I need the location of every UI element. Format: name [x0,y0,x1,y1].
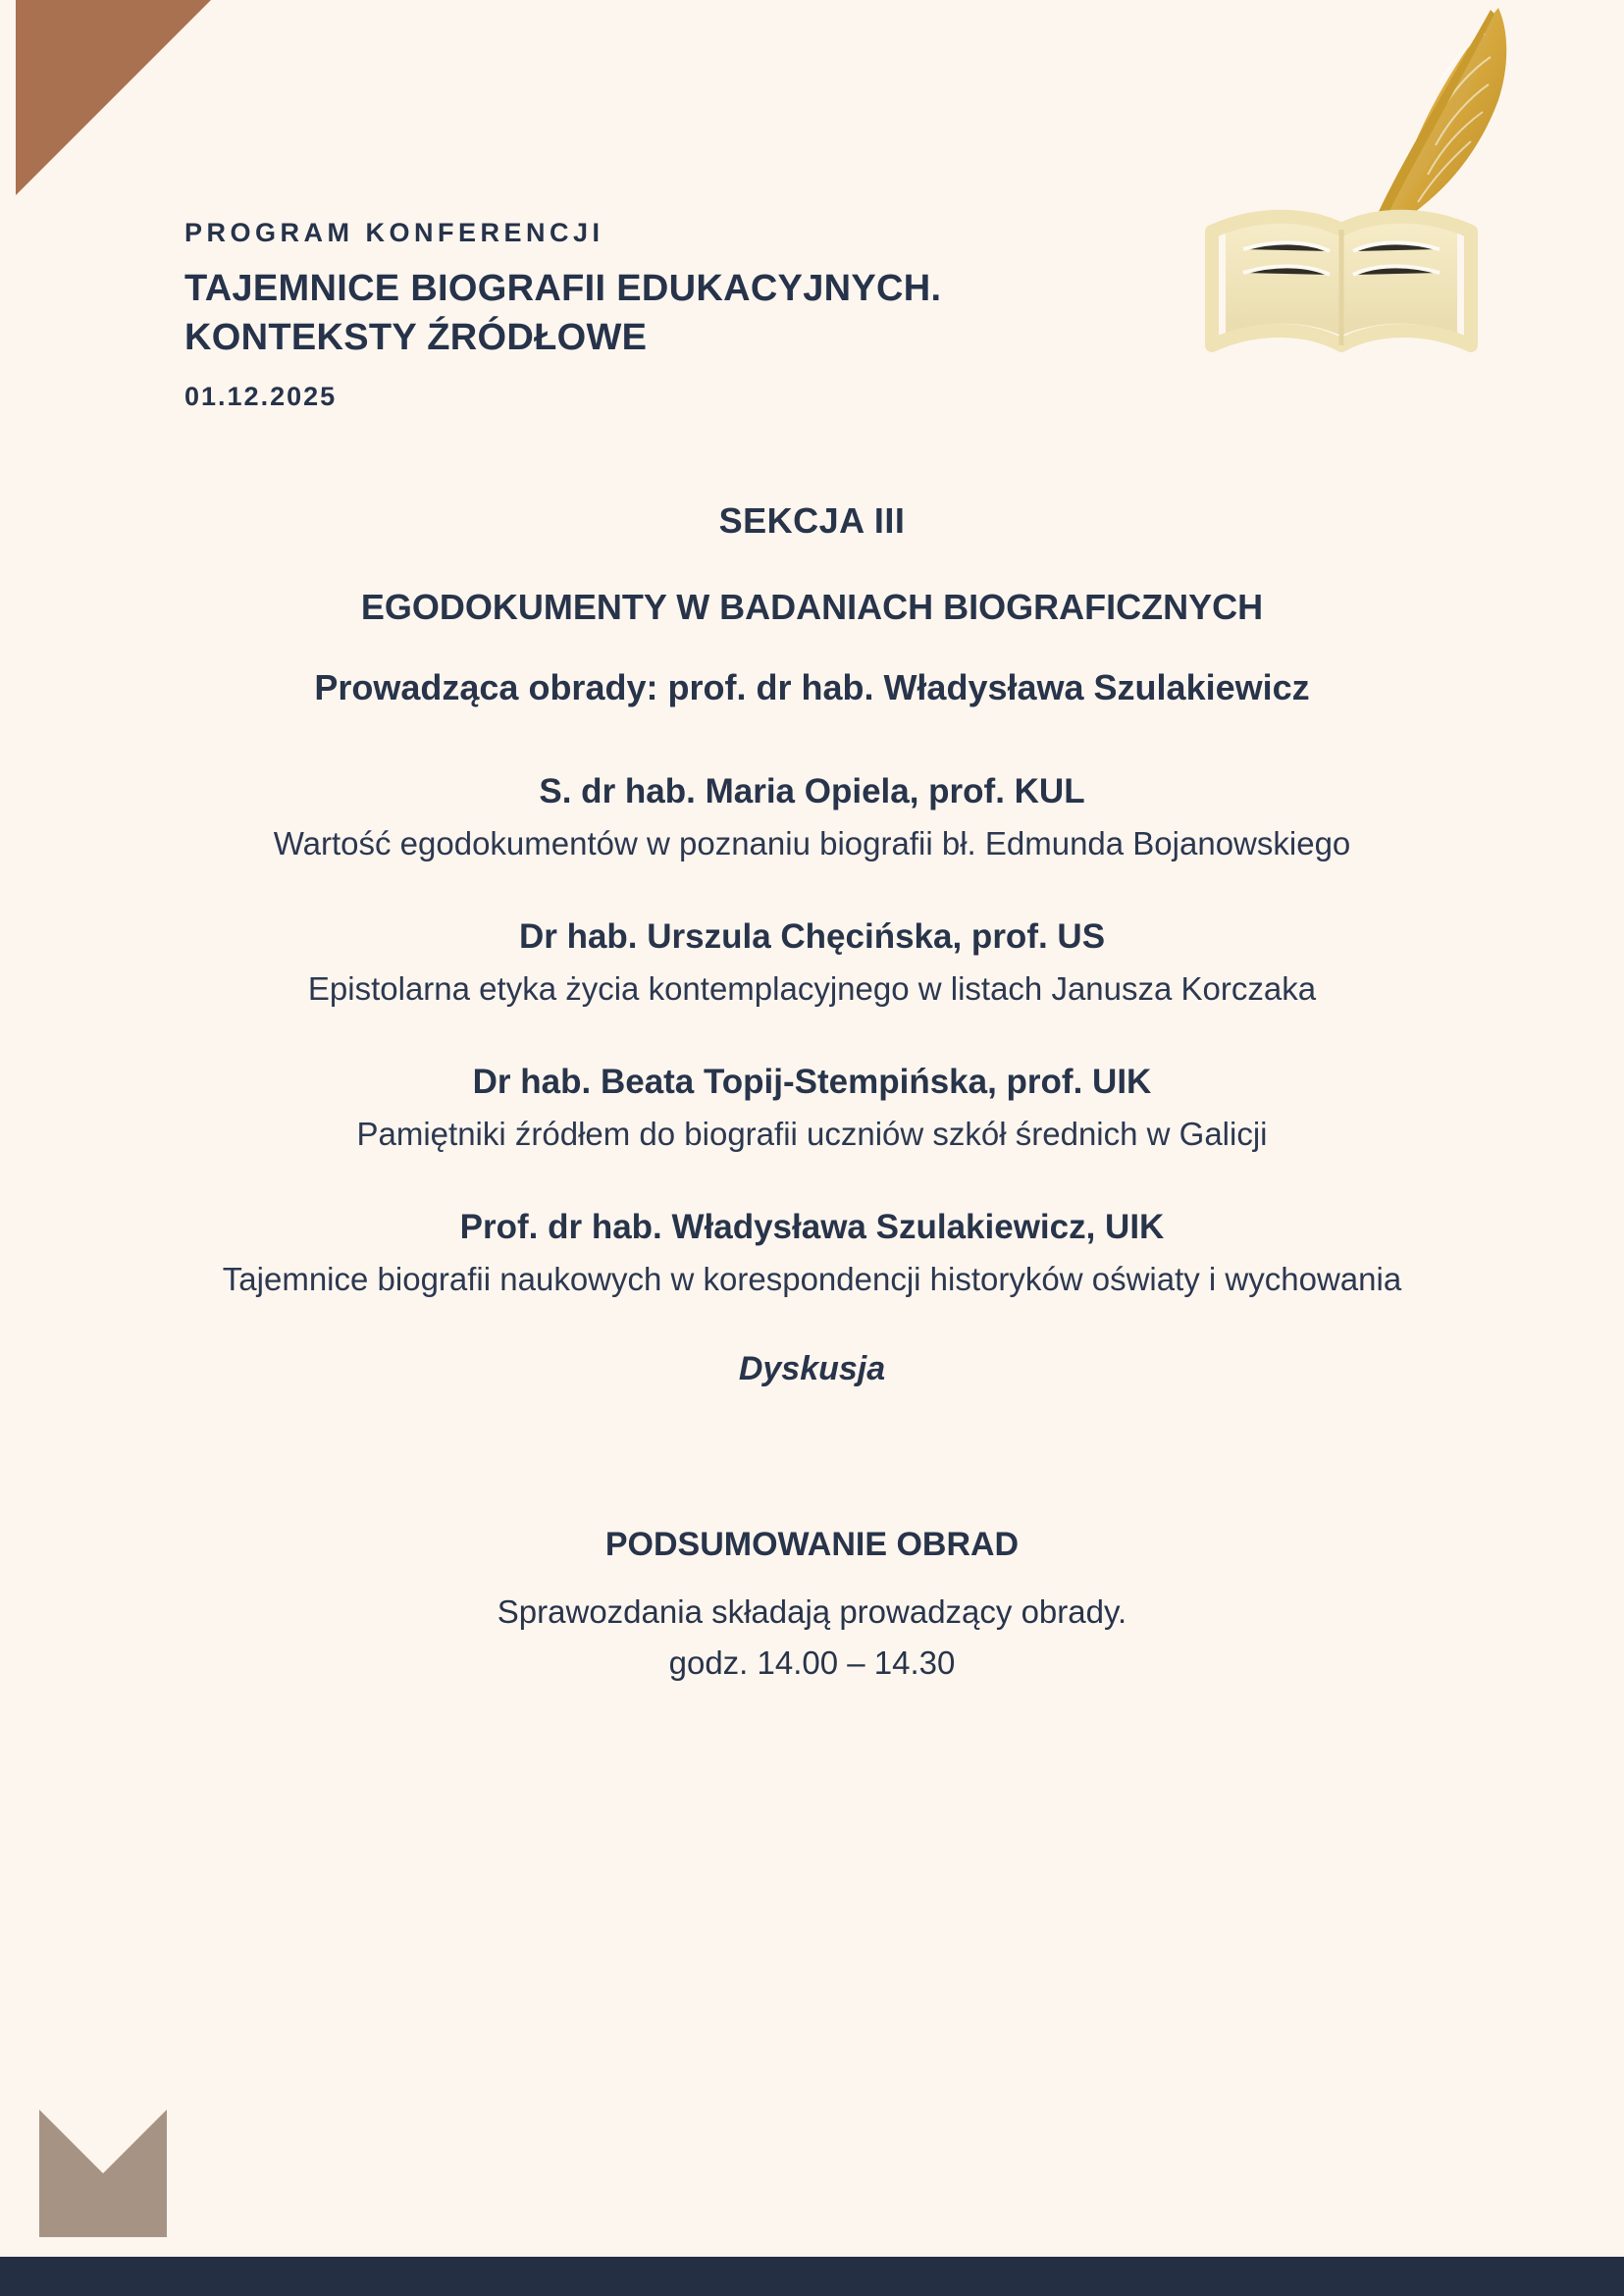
talk-speaker: Dr hab. Urszula Chęcińska, prof. US [518,917,1106,957]
talk-speaker: Prof. dr hab. Władysława Szulakiewicz, UIK [459,1208,1165,1247]
talk-item [0,1060,1624,1156]
conference-date: 01.12.2025 [184,382,338,412]
closing-summary [0,1526,1624,1682]
session-chair: Prowadząca obrady: prof. dr hab. Władysława Szulakiewicz [314,667,1310,707]
program-content [0,500,1624,1682]
talk-speaker: Dr hab. Beata Topij-Stempińska, prof. UIK [472,1063,1152,1102]
decorative-bottom-bar [0,2257,1624,2296]
program-kicker: PROGRAM KONFERENCJI [184,218,604,247]
section-title: EGODOKUMENTY W BADANIACH BIOGRAFICZNYCH [360,587,1264,627]
conference-title: TAJEMNICE BIOGRAFII EDUKACYJNYCH. KONTEKSTY ŹRÓDŁOWE [184,268,942,359]
summary-description: Sprawozdania składają prowadzący obrady. [497,1593,1127,1631]
talk-item [0,769,1624,865]
talk-paper-title: Epistolarna etyka życia kontemplacyjnego w listach Janusza Korczaka [307,969,1317,1007]
poster-header [184,218,1068,412]
summary-title: PODSUMOWANIE OBRAD [604,1526,1020,1564]
quill-and-open-book-icon [1204,0,1538,451]
section-label: SEKCJA III [718,500,906,541]
talk-item [0,914,1624,1011]
talk-paper-title: Wartość egodokumentów w poznaniu biografii bł. Edmunda Bojanowskiego [273,824,1351,861]
decorative-corner-bottom-left-mirror [39,2110,167,2237]
talk-paper-title: Pamiętniki źródłem do biografii uczniów szkół średnich w Galicji [356,1115,1268,1152]
summary-time: godz. 14.00 – 14.30 [668,1644,956,1682]
discussion-label: Dyskusja [738,1350,886,1388]
talk-speaker: S. dr hab. Maria Opiela, prof. KUL [539,772,1085,810]
decorative-corner-top-left [0,0,211,211]
talk-item [0,1205,1624,1301]
talk-paper-title: Tajemnice biografii naukowych w korespondencji historyków oświaty i wychowania [222,1260,1402,1297]
